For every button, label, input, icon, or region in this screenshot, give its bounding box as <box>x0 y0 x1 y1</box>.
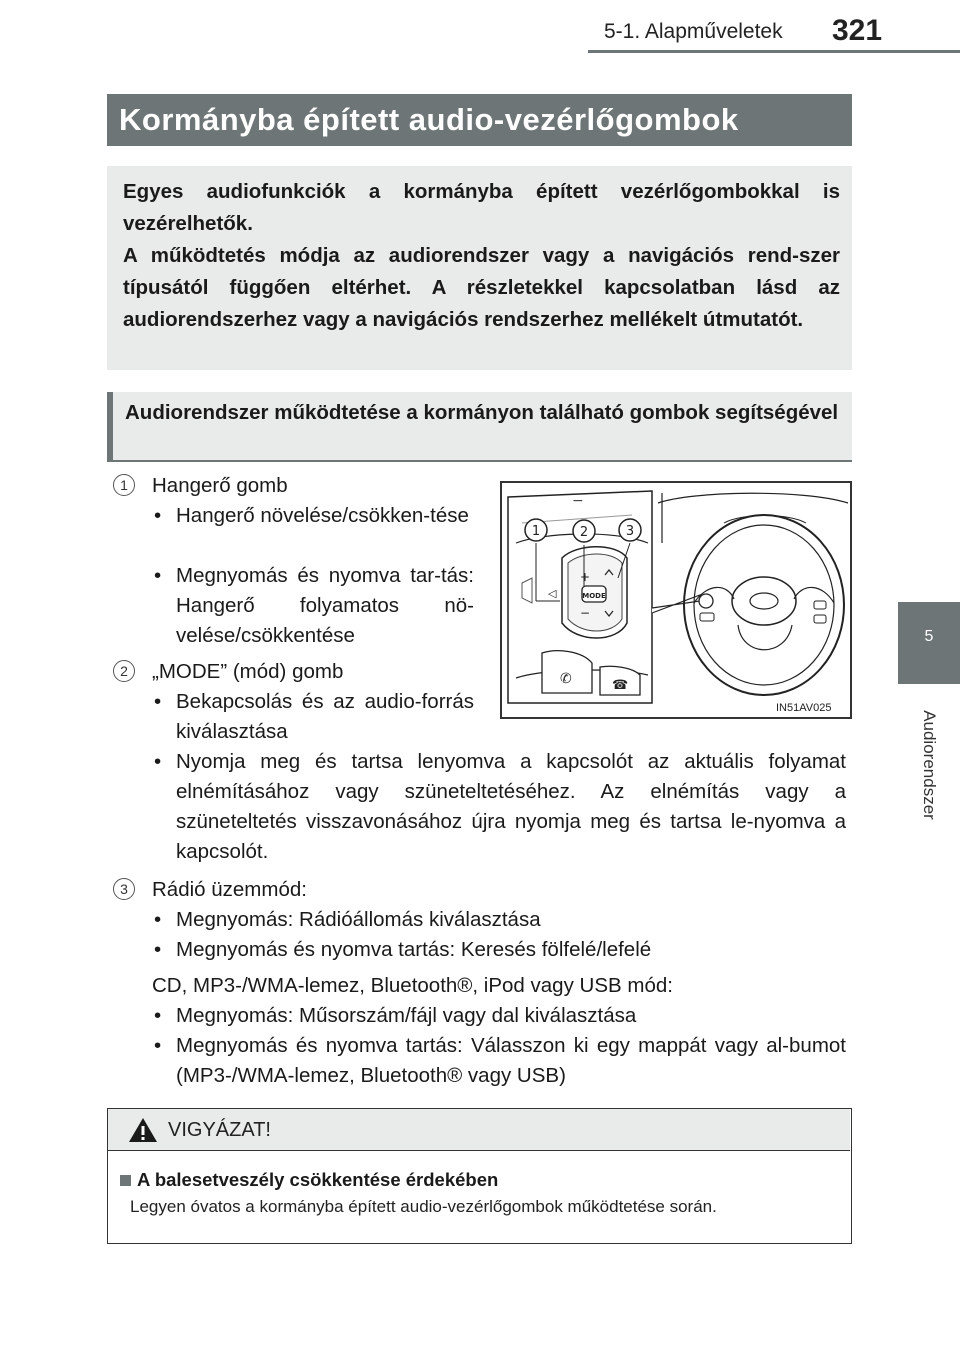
svg-text:−: − <box>580 606 591 620</box>
chapter-tab: 5 <box>898 602 960 684</box>
steering-wheel-illustration <box>502 483 850 717</box>
item-title-mode: „MODE” (mód) gomb <box>152 660 344 683</box>
bullet-radio-1: • Megnyomás: Rádióállomás kiválasztása <box>176 905 846 935</box>
bullet-mode-2: • Nyomja meg és tartsa lenyomva a kapcsolót az aktuális folyamat elnémításához vagy szüneteltetéséhez. Az elnémítás vagy a szüneteltetés visszavonásához újra nyomja meg és tartsa le-nyomva a kapcsolót. <box>176 747 846 867</box>
item-title-volume: Hangerő gomb <box>152 474 288 497</box>
svg-text:−: − <box>572 493 584 509</box>
intro-paragraph-2: A működtetés módja az audiorendszer vagy a navigációs rend-szer típusától függően eltérhet. A részletekkel kapcsolatban lásd az audiorendszerhez vagy a navigációs rendszerhez mellékelt útmutatót. <box>123 244 840 331</box>
callout-number-3: 3 <box>113 878 135 900</box>
warning-box <box>107 1108 852 1244</box>
svg-text:✆: ✆ <box>560 671 572 687</box>
item-subtitle-media: CD, MP3-/WMA-lemez, Bluetooth®, iPod vagy USB mód: <box>152 974 673 997</box>
mode-button-label: MODE <box>582 592 606 600</box>
chapter-label-text: Audiorendszer <box>920 710 939 820</box>
svg-text:+: + <box>580 570 591 584</box>
svg-text:☎: ☎ <box>612 678 629 693</box>
intro-box <box>107 166 852 370</box>
section-subheading: Audiorendszer működtetése a kormányon található gombok segítségével <box>107 392 852 462</box>
bullet-media-1: • Megnyomás: Műsorszám/fájl vagy dal kiválasztása <box>176 1001 846 1031</box>
intro-paragraph-1: Egyes audiofunkciók a kormányba épített vezérlőgombokkal is vezérelhetők. <box>123 180 840 235</box>
page-title: Kormányba épített audio-vezérlőgombok <box>107 94 852 146</box>
warning-triangle-icon <box>128 1117 158 1143</box>
warning-text: Legyen óvatos a kormányba épített audio-vezérlőgombok működtetése során. <box>130 1197 717 1216</box>
bullet-media-2: • Megnyomás és nyomva tartás: Válasszon ki egy mappát vagy al-bumot (MP3-/WMA-lemez, Bluetooth® vagy USB) <box>176 1031 846 1091</box>
item-title-radio: Rádió üzemmód: <box>152 878 307 901</box>
bullet-radio-2: • Megnyomás és nyomva tartás: Keresés fölfelé/lefelé <box>176 935 846 965</box>
figure-callout-3: 3 <box>625 524 635 539</box>
warning-header <box>108 1109 850 1151</box>
square-bullet-icon <box>120 1175 131 1186</box>
figure-code: IN51AV025 <box>776 702 832 714</box>
warning-label: VIGYÁZAT! <box>168 1119 271 1141</box>
figure-callout-1: 1 <box>531 524 541 539</box>
warning-subheading-text: A balesetveszély csökkentése érdekében <box>137 1169 499 1190</box>
bullet-mode-1: • Bekapcsolás és az audio-forrás kiválasztása <box>176 687 474 747</box>
bullet-volume-2: • Megnyomás és nyomva tar-tás: Hangerő folyamatos nö-velése/csökkentése <box>176 561 474 651</box>
header-rule <box>588 50 960 53</box>
header-section-title: 5-1. Alapműveletek <box>604 20 783 43</box>
steering-wheel-figure <box>500 481 852 719</box>
bullet-volume-1: • Hangerő növelése/csökken-tése <box>176 501 474 531</box>
chapter-tab-label <box>898 690 960 840</box>
callout-number-1: 1 <box>113 474 135 496</box>
page-number: 321 <box>832 14 883 47</box>
figure-callout-2: 2 <box>579 525 589 540</box>
svg-text:◁: ◁ <box>548 587 557 600</box>
callout-number-2: 2 <box>113 660 135 682</box>
warning-subheading <box>120 1169 498 1191</box>
